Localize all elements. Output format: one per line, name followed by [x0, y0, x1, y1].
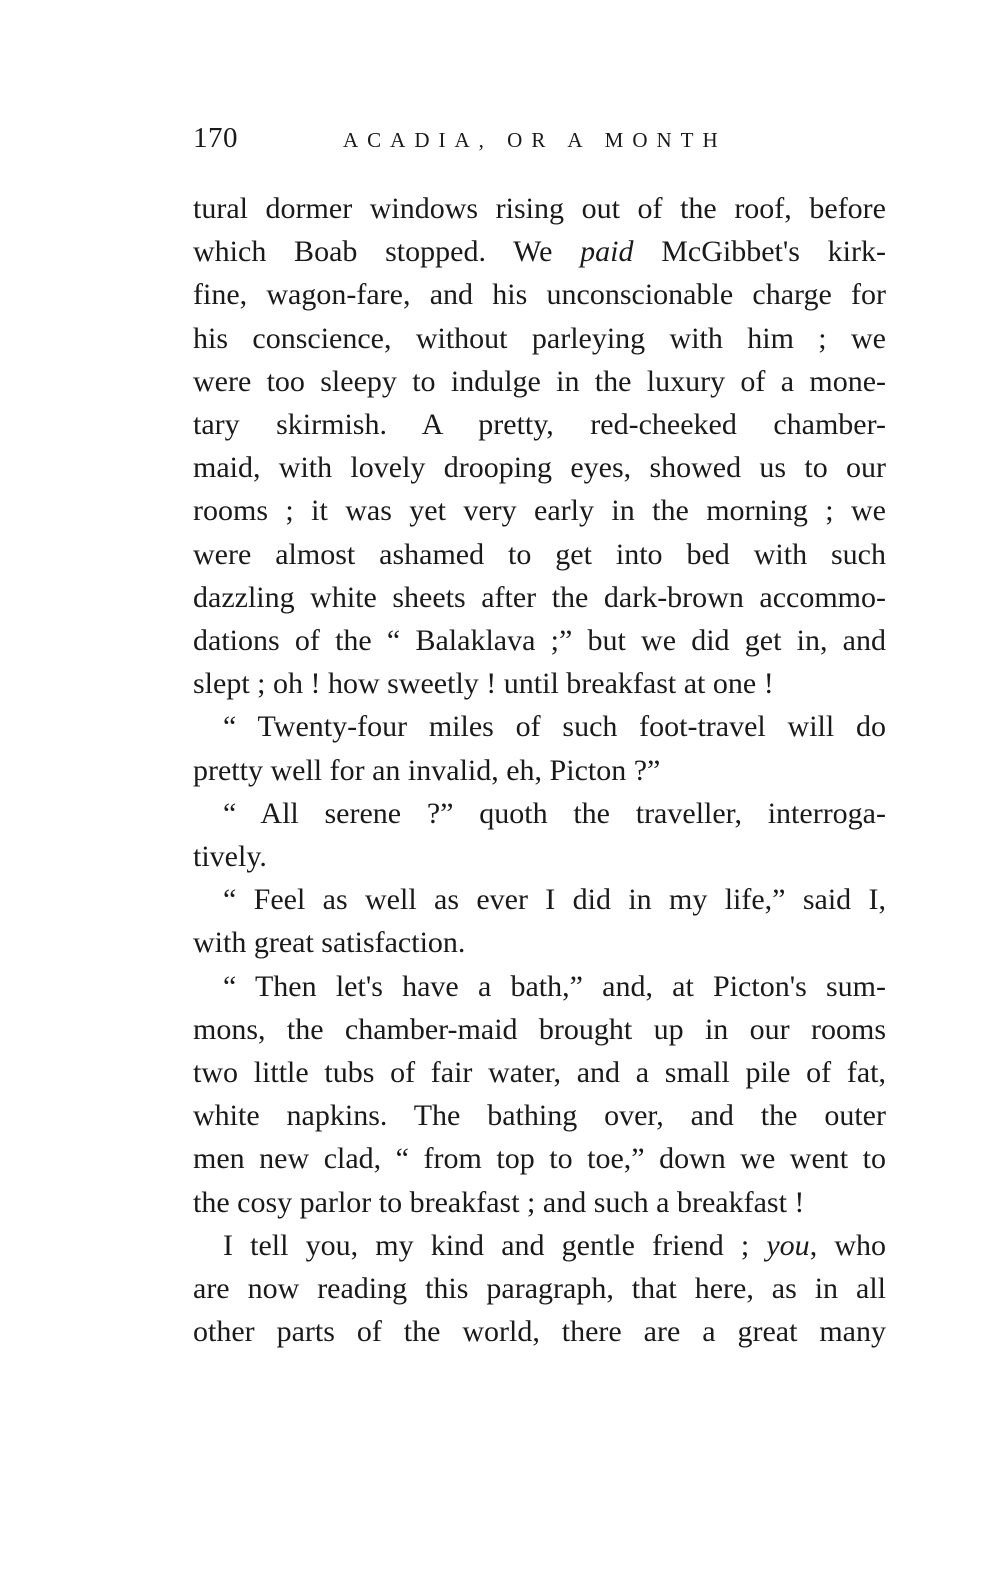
text-line: with great satisfaction.	[193, 926, 466, 960]
text-line: “ Twenty-four miles of such foot-travel will do	[223, 710, 886, 744]
text-line: “ Feel as well as ever I did in my life,” said I,	[223, 883, 886, 917]
text-line: which Boab stopped. We paid McGibbet's kirk-	[193, 235, 886, 269]
text-line: his conscience, without parleying with him ; we	[193, 321, 886, 355]
text-line: “ Then let's have a bath,” and, at Picton's sum-	[223, 969, 886, 1003]
text-line: “ All serene ?” quoth the traveller, interroga-	[223, 796, 886, 830]
text-line: tively.	[193, 840, 267, 874]
paragraph-6	[193, 1224, 886, 1354]
text-line: tural dormer windows rising out of the roof, before	[193, 192, 886, 225]
text-line: dations of the “ Balaklava ;” but we did get in, and	[193, 624, 886, 658]
text-line: are now reading this paragraph, that here, as in all	[193, 1272, 886, 1306]
running-head: ACADIA, OR A MONTH	[343, 128, 727, 152]
text-line: tary skirmish. A pretty, red-cheeked chamber-	[193, 408, 886, 442]
text-line: men new clad, “ from top to toe,” down we went to	[193, 1142, 886, 1176]
text-line: slept ; oh ! how sweetly ! until breakfast at one !	[193, 667, 774, 701]
paragraph-3	[193, 792, 886, 878]
text-line: other parts of the world, there are a great many	[193, 1315, 886, 1349]
paragraph-2	[193, 705, 886, 791]
text-line: I tell you, my kind and gentle friend ; you, who	[223, 1228, 886, 1262]
body-text	[193, 187, 886, 1353]
paragraph-1	[193, 187, 886, 705]
page-header	[193, 122, 886, 162]
paragraph-4	[193, 878, 886, 964]
text-line: fine, wagon-fare, and his unconscionable charge for	[193, 278, 886, 312]
paragraph-5	[193, 965, 886, 1224]
text-line: two little tubs of fair water, and a small pile of fat,	[193, 1056, 886, 1090]
text-line: were almost ashamed to get into bed with such	[193, 537, 886, 571]
italic-word: paid	[580, 235, 634, 269]
text-line: the cosy parlor to breakfast ; and such a breakfast !	[193, 1185, 805, 1219]
text-line: mons, the chamber-maid brought up in our rooms	[193, 1012, 886, 1046]
italic-word: you	[766, 1228, 810, 1262]
page-number: 170	[193, 122, 238, 154]
text-line: were too sleepy to indulge in the luxury of a mone-	[193, 364, 886, 398]
text-line: rooms ; it was yet very early in the morning ; we	[193, 494, 886, 528]
text-line: white napkins. The bathing over, and the outer	[193, 1099, 886, 1133]
text-line: pretty well for an invalid, eh, Picton ?”	[193, 753, 661, 787]
text-line: dazzling white sheets after the dark-brown accommo-	[193, 580, 886, 614]
text-line: maid, with lovely drooping eyes, showed us to our	[193, 451, 886, 485]
